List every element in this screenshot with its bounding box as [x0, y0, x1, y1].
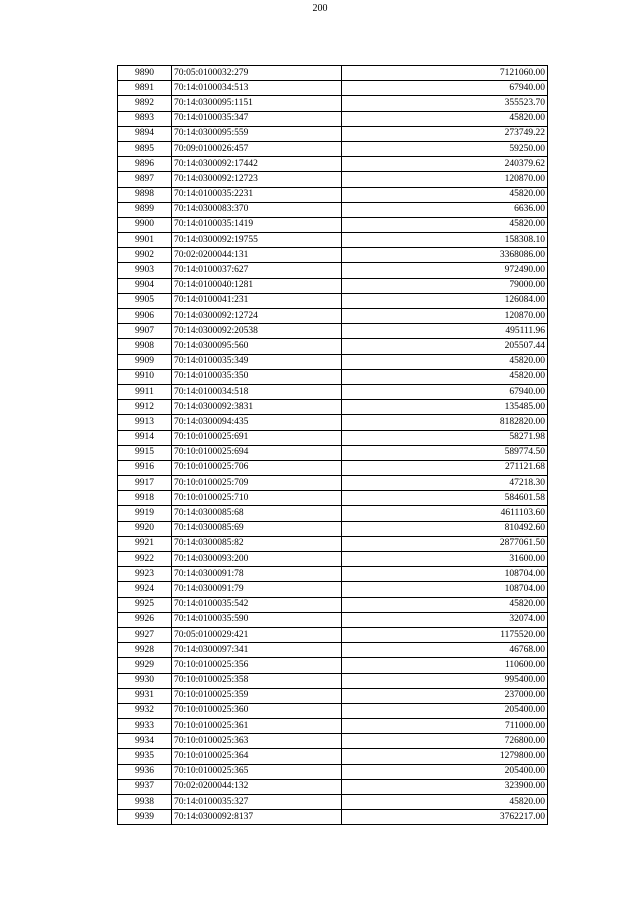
cadastral-number-cell: 70:14:0300092:19755: [172, 233, 342, 248]
cadastral-number-cell: 70:10:0100025:710: [172, 491, 342, 506]
cadastral-number-cell: 70:14:0300085:82: [172, 536, 342, 551]
table-row: [118, 491, 548, 506]
cadastral-number-cell: 70:02:0200044:132: [172, 779, 342, 794]
cadastral-value-cell: 810492.60: [342, 521, 548, 536]
cadastral-number-cell: 70:10:0100025:356: [172, 658, 342, 673]
row-number-cell: 9905: [118, 293, 172, 308]
row-number-cell: 9925: [118, 597, 172, 612]
row-number-cell: 9890: [118, 66, 172, 81]
cadastral-number-cell: 70:14:0300092:8137: [172, 810, 342, 825]
row-number-cell: 9896: [118, 157, 172, 172]
cadastral-number-cell: 70:14:0300085:68: [172, 506, 342, 521]
cadastral-value-cell: 46768.00: [342, 643, 548, 658]
cadastral-value-cell: 58271.98: [342, 430, 548, 445]
cadastral-number-cell: 70:14:0300085:69: [172, 521, 342, 536]
cadastral-number-cell: 70:14:0100034:513: [172, 81, 342, 96]
table-row: [118, 764, 548, 779]
cadastral-number-cell: 70:14:0100041:231: [172, 293, 342, 308]
cadastral-number-cell: 70:14:0300092:12723: [172, 172, 342, 187]
cadastral-value-cell: 45820.00: [342, 217, 548, 232]
cadastral-value-cell: 120870.00: [342, 172, 548, 187]
cadastral-value-cell: 584601.58: [342, 491, 548, 506]
cadastral-value-cell: 45820.00: [342, 795, 548, 810]
cadastral-value-cell: 45820.00: [342, 187, 548, 202]
cadastral-value-cell: 589774.50: [342, 445, 548, 460]
table-row: [118, 658, 548, 673]
cadastral-value-cell: 323900.00: [342, 779, 548, 794]
table-row: [118, 141, 548, 156]
table-row: [118, 157, 548, 172]
cadastral-value-cell: 711000.00: [342, 719, 548, 734]
cadastral-value-cell: 31600.00: [342, 552, 548, 567]
table-row: [118, 217, 548, 232]
row-number-cell: 9922: [118, 552, 172, 567]
cadastral-number-cell: 70:14:0300092:12724: [172, 309, 342, 324]
table-row: [118, 582, 548, 597]
cadastral-number-cell: 70:10:0100025:706: [172, 460, 342, 475]
row-number-cell: 9904: [118, 278, 172, 293]
table-row: [118, 309, 548, 324]
cadastral-value-cell: 2877061.50: [342, 536, 548, 551]
cadastral-value-cell: 126084.00: [342, 293, 548, 308]
cadastral-number-cell: 70:14:0100035:542: [172, 597, 342, 612]
cadastral-value-cell: 45820.00: [342, 111, 548, 126]
table-row: [118, 233, 548, 248]
cadastral-value-cell: 7121060.00: [342, 66, 548, 81]
row-number-cell: 9939: [118, 810, 172, 825]
table-row: [118, 506, 548, 521]
table-row: [118, 369, 548, 384]
cadastral-number-cell: 70:14:0100035:2231: [172, 187, 342, 202]
table-row: [118, 460, 548, 475]
cadastral-number-cell: 70:14:0300094:435: [172, 415, 342, 430]
row-number-cell: 9913: [118, 415, 172, 430]
table-row: [118, 339, 548, 354]
row-number-cell: 9920: [118, 521, 172, 536]
row-number-cell: 9901: [118, 233, 172, 248]
cadastral-value-cell: 120870.00: [342, 309, 548, 324]
row-number-cell: 9928: [118, 643, 172, 658]
cadastral-value-cell: 205400.00: [342, 764, 548, 779]
cadastral-value-cell: 67940.00: [342, 81, 548, 96]
cadastral-value-cell: 108704.00: [342, 567, 548, 582]
cadastral-number-cell: 70:14:0100035:349: [172, 354, 342, 369]
registry-table-body: [118, 66, 548, 825]
row-number-cell: 9912: [118, 400, 172, 415]
cadastral-number-cell: 70:14:0300091:79: [172, 582, 342, 597]
table-row: [118, 66, 548, 81]
table-row: [118, 476, 548, 491]
cadastral-value-cell: 110600.00: [342, 658, 548, 673]
cadastral-value-cell: 59250.00: [342, 141, 548, 156]
cadastral-value-cell: 495111.96: [342, 324, 548, 339]
cadastral-value-cell: 3762217.00: [342, 810, 548, 825]
cadastral-number-cell: 70:14:0300097:341: [172, 643, 342, 658]
cadastral-number-cell: 70:14:0300095:559: [172, 126, 342, 141]
cadastral-value-cell: 45820.00: [342, 369, 548, 384]
row-number-cell: 9893: [118, 111, 172, 126]
cadastral-value-cell: 32074.00: [342, 612, 548, 627]
cadastral-number-cell: 70:10:0100025:360: [172, 703, 342, 718]
cadastral-value-cell: 237000.00: [342, 688, 548, 703]
cadastral-value-cell: 45820.00: [342, 597, 548, 612]
cadastral-number-cell: 70:14:0100035:350: [172, 369, 342, 384]
cadastral-value-cell: 355523.70: [342, 96, 548, 111]
row-number-cell: 9926: [118, 612, 172, 627]
row-number-cell: 9931: [118, 688, 172, 703]
table-row: [118, 810, 548, 825]
cadastral-number-cell: 70:14:0300092:20538: [172, 324, 342, 339]
cadastral-value-cell: 79000.00: [342, 278, 548, 293]
row-number-cell: 9903: [118, 263, 172, 278]
cadastral-value-cell: 8182820.00: [342, 415, 548, 430]
row-number-cell: 9923: [118, 567, 172, 582]
table-row: [118, 81, 548, 96]
cadastral-value-cell: 108704.00: [342, 582, 548, 597]
cadastral-value-cell: 205507.44: [342, 339, 548, 354]
cadastral-value-cell: 1175520.00: [342, 627, 548, 642]
table-row: [118, 126, 548, 141]
row-number-cell: 9916: [118, 460, 172, 475]
table-row: [118, 673, 548, 688]
row-number-cell: 9927: [118, 627, 172, 642]
registry-table: [117, 65, 548, 825]
cadastral-number-cell: 70:14:0300091:78: [172, 567, 342, 582]
table-row: [118, 354, 548, 369]
table-row: [118, 445, 548, 460]
table-row: [118, 172, 548, 187]
table-row: [118, 703, 548, 718]
cadastral-number-cell: 70:10:0100025:358: [172, 673, 342, 688]
table-row: [118, 187, 548, 202]
row-number-cell: 9932: [118, 703, 172, 718]
cadastral-value-cell: 4611103.60: [342, 506, 548, 521]
cadastral-number-cell: 70:09:0100026:457: [172, 141, 342, 156]
cadastral-number-cell: 70:14:0100037:627: [172, 263, 342, 278]
table-row: [118, 567, 548, 582]
cadastral-value-cell: 47218.30: [342, 476, 548, 491]
row-number-cell: 9933: [118, 719, 172, 734]
table-row: [118, 597, 548, 612]
table-row: [118, 415, 548, 430]
table-row: [118, 263, 548, 278]
cadastral-number-cell: 70:10:0100025:365: [172, 764, 342, 779]
cadastral-value-cell: 3368086.00: [342, 248, 548, 263]
cadastral-number-cell: 70:14:0100035:1419: [172, 217, 342, 232]
row-number-cell: 9936: [118, 764, 172, 779]
cadastral-number-cell: 70:02:0200044:131: [172, 248, 342, 263]
row-number-cell: 9911: [118, 384, 172, 399]
cadastral-value-cell: 972490.00: [342, 263, 548, 278]
row-number-cell: 9894: [118, 126, 172, 141]
table-row: [118, 293, 548, 308]
row-number-cell: 9938: [118, 795, 172, 810]
row-number-cell: 9895: [118, 141, 172, 156]
row-number-cell: 9937: [118, 779, 172, 794]
cadastral-value-cell: 205400.00: [342, 703, 548, 718]
row-number-cell: 9914: [118, 430, 172, 445]
row-number-cell: 9900: [118, 217, 172, 232]
table-row: [118, 643, 548, 658]
table-row: [118, 384, 548, 399]
row-number-cell: 9892: [118, 96, 172, 111]
page-number: 200: [312, 3, 328, 14]
row-number-cell: 9899: [118, 202, 172, 217]
table-row: [118, 278, 548, 293]
cadastral-number-cell: 70:10:0100025:694: [172, 445, 342, 460]
table-row: [118, 536, 548, 551]
row-number-cell: 9902: [118, 248, 172, 263]
cadastral-value-cell: 135485.00: [342, 400, 548, 415]
cadastral-value-cell: 158308.10: [342, 233, 548, 248]
cadastral-value-cell: 6636.00: [342, 202, 548, 217]
row-number-cell: 9907: [118, 324, 172, 339]
table-row: [118, 111, 548, 126]
row-number-cell: 9935: [118, 749, 172, 764]
row-number-cell: 9897: [118, 172, 172, 187]
cadastral-number-cell: 70:14:0300095:560: [172, 339, 342, 354]
table-row: [118, 795, 548, 810]
table-row: [118, 96, 548, 111]
cadastral-number-cell: 70:14:0100040:1281: [172, 278, 342, 293]
row-number-cell: 9919: [118, 506, 172, 521]
cadastral-value-cell: 271121.68: [342, 460, 548, 475]
cadastral-number-cell: 70:14:0100035:327: [172, 795, 342, 810]
row-number-cell: 9918: [118, 491, 172, 506]
cadastral-number-cell: 70:10:0100025:361: [172, 719, 342, 734]
cadastral-value-cell: 240379.62: [342, 157, 548, 172]
table-row: [118, 719, 548, 734]
cadastral-value-cell: 45820.00: [342, 354, 548, 369]
cadastral-number-cell: 70:14:0100034:518: [172, 384, 342, 399]
table-row: [118, 688, 548, 703]
cadastral-number-cell: 70:10:0100025:691: [172, 430, 342, 445]
table-row: [118, 627, 548, 642]
table-row: [118, 612, 548, 627]
cadastral-value-cell: 273749.22: [342, 126, 548, 141]
cadastral-value-cell: 995400.00: [342, 673, 548, 688]
row-number-cell: 9908: [118, 339, 172, 354]
row-number-cell: 9910: [118, 369, 172, 384]
table-row: [118, 400, 548, 415]
table-row: [118, 430, 548, 445]
table-row: [118, 324, 548, 339]
row-number-cell: 9909: [118, 354, 172, 369]
cadastral-number-cell: 70:14:0300092:17442: [172, 157, 342, 172]
row-number-cell: 9924: [118, 582, 172, 597]
cadastral-number-cell: 70:14:0300093:200: [172, 552, 342, 567]
cadastral-value-cell: 726800.00: [342, 734, 548, 749]
cadastral-number-cell: 70:14:0300095:1151: [172, 96, 342, 111]
row-number-cell: 9891: [118, 81, 172, 96]
cadastral-value-cell: 1279800.00: [342, 749, 548, 764]
table-row: [118, 779, 548, 794]
row-number-cell: 9915: [118, 445, 172, 460]
table-row: [118, 248, 548, 263]
cadastral-number-cell: 70:14:0300092:3831: [172, 400, 342, 415]
row-number-cell: 9929: [118, 658, 172, 673]
cadastral-number-cell: 70:10:0100025:363: [172, 734, 342, 749]
row-number-cell: 9934: [118, 734, 172, 749]
table-row: [118, 202, 548, 217]
row-number-cell: 9898: [118, 187, 172, 202]
table-row: [118, 521, 548, 536]
cadastral-number-cell: 70:05:0100029:421: [172, 627, 342, 642]
row-number-cell: 9930: [118, 673, 172, 688]
row-number-cell: 9921: [118, 536, 172, 551]
cadastral-number-cell: 70:14:0100035:347: [172, 111, 342, 126]
table-row: [118, 552, 548, 567]
cadastral-number-cell: 70:05:0100032:279: [172, 66, 342, 81]
cadastral-number-cell: 70:10:0100025:709: [172, 476, 342, 491]
table-row: [118, 734, 548, 749]
row-number-cell: 9906: [118, 309, 172, 324]
cadastral-number-cell: 70:14:0100035:590: [172, 612, 342, 627]
row-number-cell: 9917: [118, 476, 172, 491]
cadastral-number-cell: 70:10:0100025:359: [172, 688, 342, 703]
table-row: [118, 749, 548, 764]
cadastral-number-cell: 70:14:0300083:370: [172, 202, 342, 217]
cadastral-number-cell: 70:10:0100025:364: [172, 749, 342, 764]
cadastral-value-cell: 67940.00: [342, 384, 548, 399]
